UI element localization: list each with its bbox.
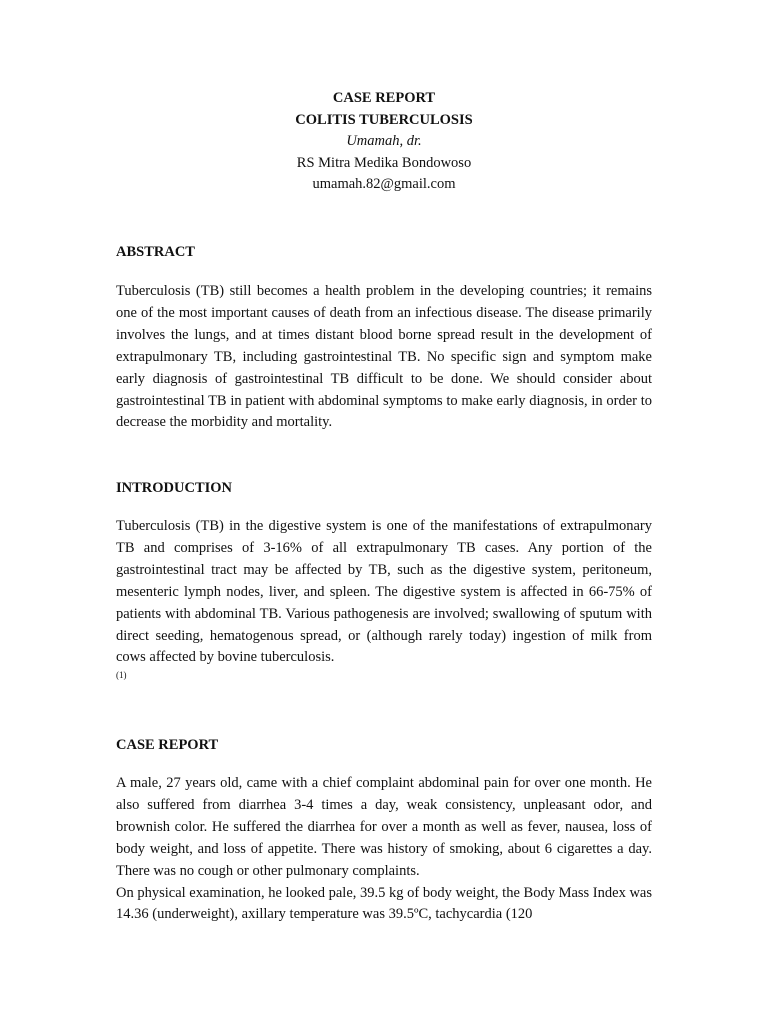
email: umamah.82@gmail.com [312,176,456,193]
abstract-heading: ABSTRACT [116,244,195,260]
reference-marker: (1) [116,670,127,681]
introduction-body-block [116,516,652,681]
paper-title: COLITIS TUBERCULOSIS [295,111,473,128]
introduction-body: Tuberculosis (TB) in the digestive system is one of the manifestations of extrapulmonary TB and comprises of 3-16% of all extrapulmonary TB cases. Any portion of the gastrointestinal tract may be affected by TB, such as the digestive system, peritoneum, mesenteric lymph nodes, liver, and spleen. The digestive system is affected in 66-75% of patients with abdominal TB. Various pathogenesis are involved; swallowing of sputum with direct seeding, hematogenous spread, or (although rarely today) ingestion of milk from cows affected by bovine tuberculosis. [116,518,652,666]
case-report-paragraph-2: On physical examination, he looked pale, 39.5 kg of body weight, the Body Mass Index was 14.36 (underweight), axillary temperature was 39.5ºC, tachycardia (120 [116,884,652,923]
introduction-heading: INTRODUCTION [116,480,233,496]
affiliation: RS Mitra Medika Bondowoso [296,154,472,171]
case-report-heading: CASE REPORT [116,737,219,753]
case-report-body-block [116,773,652,926]
abstract-body: Tuberculosis (TB) still becomes a health problem in the developing countries; it remains one of the most important causes of death from an infectious disease. The disease primarily involves the lungs, and at times distant blood borne spread result in the development of extrapulmonary TB, including gastrointestinal TB. No specific sign and symptom make early diagnosis of gastrointestinal TB difficult to be done. We should consider about gastrointestinal TB in patient with abdominal symptoms to make early diagnosis, in order to decrease the morbidity and mortality. [116,283,652,431]
author: Umamah, dr. [346,133,422,150]
title-block [0,88,768,196]
case-report-paragraph-1: A male, 27 years old, came with a chief complaint abdominal pain for over one month. He also suffered from diarrhea 3-4 times a day, weak consistency, unpleasant odor, and brownish color. He suffered the diarrhea for over a month as well as fever, nausea, loss of body weight, and loss of appetite. There was history of smoking, about 6 cigarettes a day. There was no cough or other pulmonary complaints. [116,775,652,879]
report-type: CASE REPORT [332,90,436,106]
